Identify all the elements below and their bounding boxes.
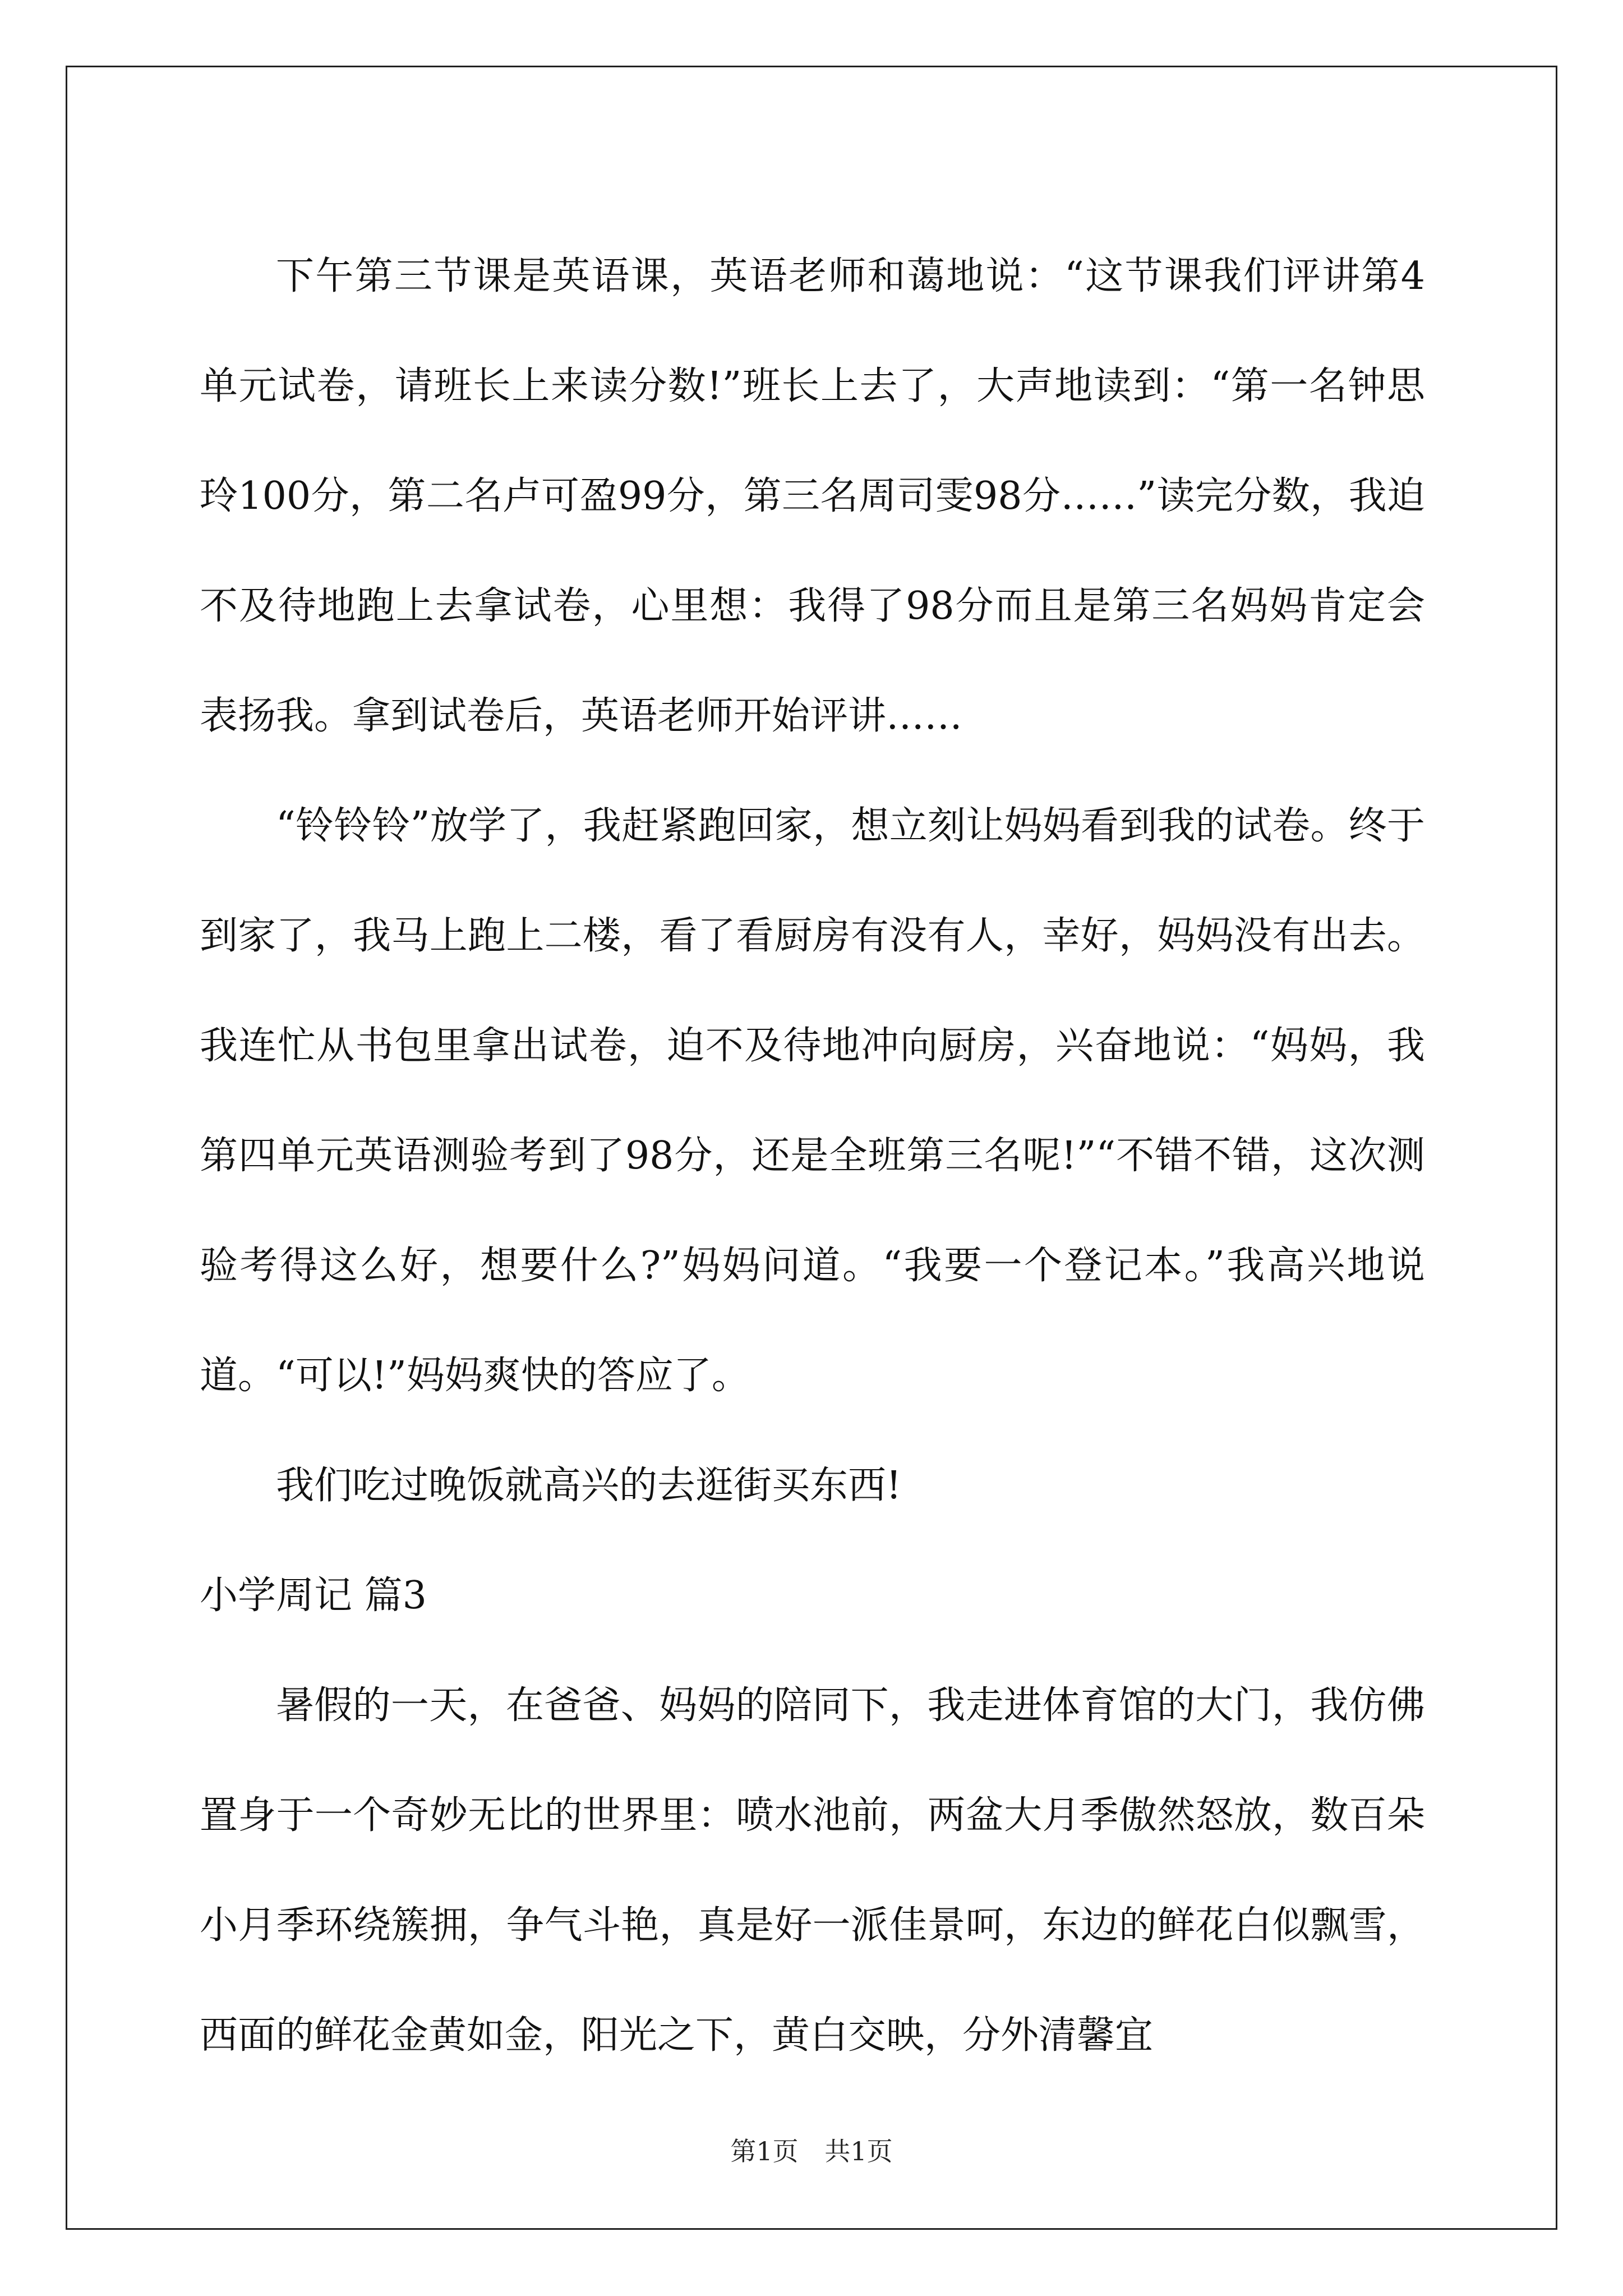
- page-number-total: 共1页: [824, 2136, 893, 2166]
- paragraph-3: 我们吃过晚饭就高兴的去逛街买东西!: [276, 1464, 902, 1508]
- paragraph-1: 下午第三节课是英语课，英语老师和蔼地说：“这节课我们评讲第4单元试卷，请班长上来读分数!”班长上去了，大声地读到：“第一名钟思玲100分，第二名卢可盈99分，第三名周司雯98分……”读完分数，我迫不及待地跑上去拿试卷，心里想：我得了98分而且是第三名妈妈肯定会表扬我。拿到试卷后，英语老师开始评讲……: [200, 254, 1425, 738]
- paragraph-4: 暑假的一天，在爸爸、妈妈的陪同下，我走进体育馆的大门，我仿佛置身于一个奇妙无比的世界里：喷水池前，两盆大月季傲然怒放，数百朵小月季环绕簇拥，争气斗艳，真是好一派佳景呵，东边的鲜花白似飘雪，西面的鲜花金黄如金，阳光之下，黄白交映，分外清馨宜: [200, 1683, 1425, 2058]
- paragraph-2: “铃铃铃”放学了，我赶紧跑回家，想立刻让妈妈看到我的试卷。终于到家了，我马上跑上二楼，看了看厨房有没有人，幸好，妈妈没有出去。我连忙从书包里拿出试卷，迫不及待地冲向厨房，兴奋地说：“妈妈，我第四单元英语测验考到了98分，还是全班第三名呢!”“不错不错，这次测验考得这么好，想要什么?”妈妈问道。“我要一个登记本。”我高兴地说道。“可以!”妈妈爽快的答应了。: [200, 804, 1425, 1398]
- section-heading: 小学周记 篇3: [200, 1573, 427, 1618]
- page-footer: [0, 2134, 1623, 2168]
- page-number-current: 第1页: [730, 2136, 799, 2166]
- document-body: [200, 222, 1425, 2091]
